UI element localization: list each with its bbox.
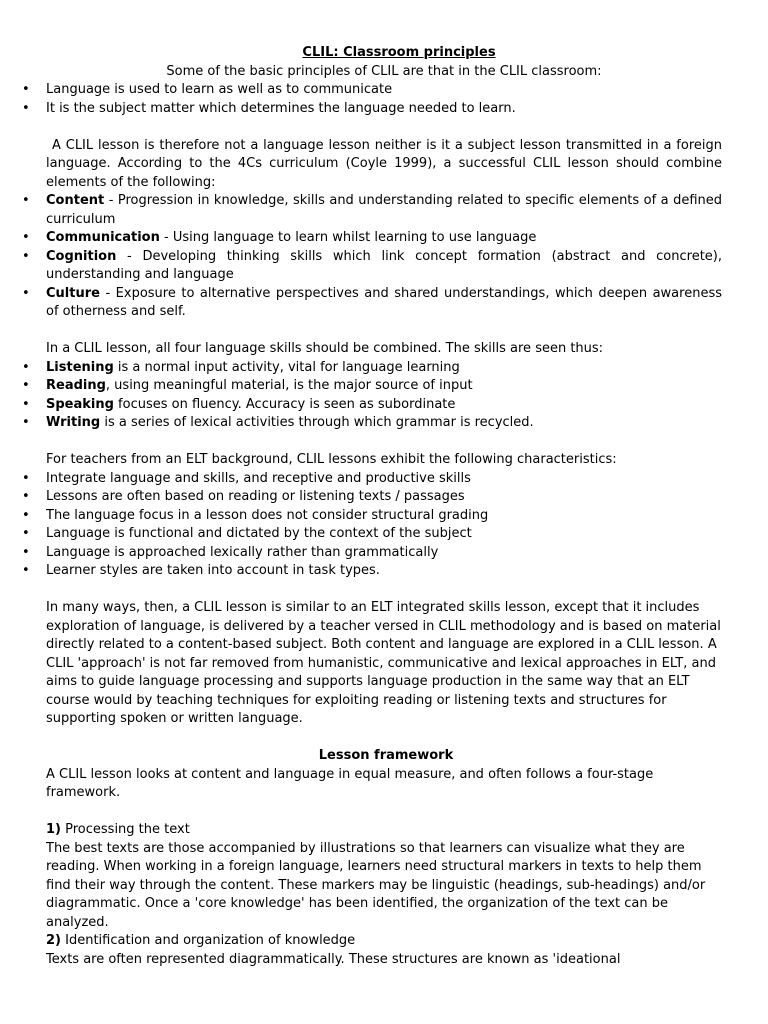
document-page	[46, 44, 722, 969]
term: Culture	[46, 285, 100, 301]
skills-intro: In a CLIL lesson, all four language skills should be combined. The skills are seen thus:	[46, 341, 604, 356]
list-item: • Culture - Exposure to alternative perspectives and shared understandings, which deepen awareness of otherness and self.	[46, 285, 722, 322]
list-item: • Learner styles are taken into account in task types.	[46, 562, 722, 581]
list-item: • Writing is a series of lexical activities through which grammar is recycled.	[46, 414, 722, 433]
list-item: • Language is functional and dictated by the context of the subject	[46, 525, 722, 544]
step-2-text: Texts are often represented diagrammatically. These structures are known as 'ideational	[46, 951, 621, 967]
intro-line: Some of the basic principles of CLIL are that in the CLIL classroom:	[166, 63, 602, 79]
list-item: • Communication - Using language to learn whilst learning to use language	[46, 229, 722, 248]
list-item: • Reading, using meaningful material, is the major source of input	[46, 377, 722, 396]
term: Content	[46, 193, 105, 208]
framework-intro: A CLIL lesson looks at content and language in equal measure, and often follows a four-stage framework.	[46, 766, 654, 800]
section-title: Lesson framework	[318, 748, 454, 763]
paragraph-comparison: In many ways, then, a CLIL lesson is similar to an ELT integrated skills lesson, except that it includes exploration of language, is delivered by a teacher versed in CLIL methodology and is based on material directly related to a content-based subject. Both content and language are explored in a CLIL lesson. A CLIL 'approach' is not far removed from humanistic, communicative and lexical approaches in ELT, and aims to guide language processing and supports language production in the same way that an ELT course would by teaching techniques for exploiting reading or listening texts and structures for supporting spoken or written language.	[46, 600, 721, 726]
list-item: • It is the subject matter which determines the language needed to learn.	[46, 100, 722, 119]
principles-list	[46, 81, 722, 118]
four-cs-list	[46, 192, 722, 322]
term: Listening	[46, 359, 114, 375]
list-item: • Integrate language and skills, and receptive and productive skills	[46, 470, 722, 489]
term: Communication	[46, 230, 160, 245]
list-item: • Language is used to learn as well as to communicate	[46, 81, 722, 100]
list-item: • Speaking focuses on fluency. Accuracy is seen as subordinate	[46, 396, 722, 415]
list-item: • Listening is a normal input activity, vital for language learning	[46, 359, 722, 378]
page-title: CLIL: Classroom principles	[302, 45, 496, 60]
skills-list	[46, 359, 722, 433]
list-item: • Language is approached lexically rather than grammatically	[46, 544, 722, 563]
term: Writing	[46, 415, 101, 430]
paragraph-4cs-intro: A CLIL lesson is therefore not a language lesson neither is it a subject lesson transmitted in a foreign language. According to the 4Cs curriculum (Coyle 1999), a successful CLIL lesson should combine elements of the following:	[46, 137, 722, 190]
term: Reading	[46, 378, 106, 393]
list-item: • Lessons are often based on reading or listening texts / passages	[46, 488, 722, 507]
step-2-heading: 2) Identification and organization of knowledge	[46, 933, 356, 948]
list-item: • The language focus in a lesson does not consider structural grading	[46, 507, 722, 526]
step-1-text: The best texts are those accompanied by illustrations so that learners can visualize what they are reading. When working in a foreign language, learners need structural markers in texts to help them find their way through the content. These markers may be linguistic (headings, sub-headings) and/or diagrammatic. Once a 'core knowledge' has been identified, the organization of the text can be analyzed.	[46, 840, 706, 930]
elt-intro: For teachers from an ELT background, CLIL lessons exhibit the following characteristics:	[46, 452, 617, 467]
term: Speaking	[46, 396, 114, 412]
term: Cognition	[46, 248, 117, 264]
step-1-heading: 1) Processing the text	[46, 822, 190, 837]
list-item: • Cognition - Developing thinking skills which link concept formation (abstract and concrete), understanding and language	[46, 248, 722, 285]
elt-characteristics-list	[46, 470, 722, 581]
list-item: • Content - Progression in knowledge, skills and understanding related to specific elements of a defined curriculum	[46, 192, 722, 229]
